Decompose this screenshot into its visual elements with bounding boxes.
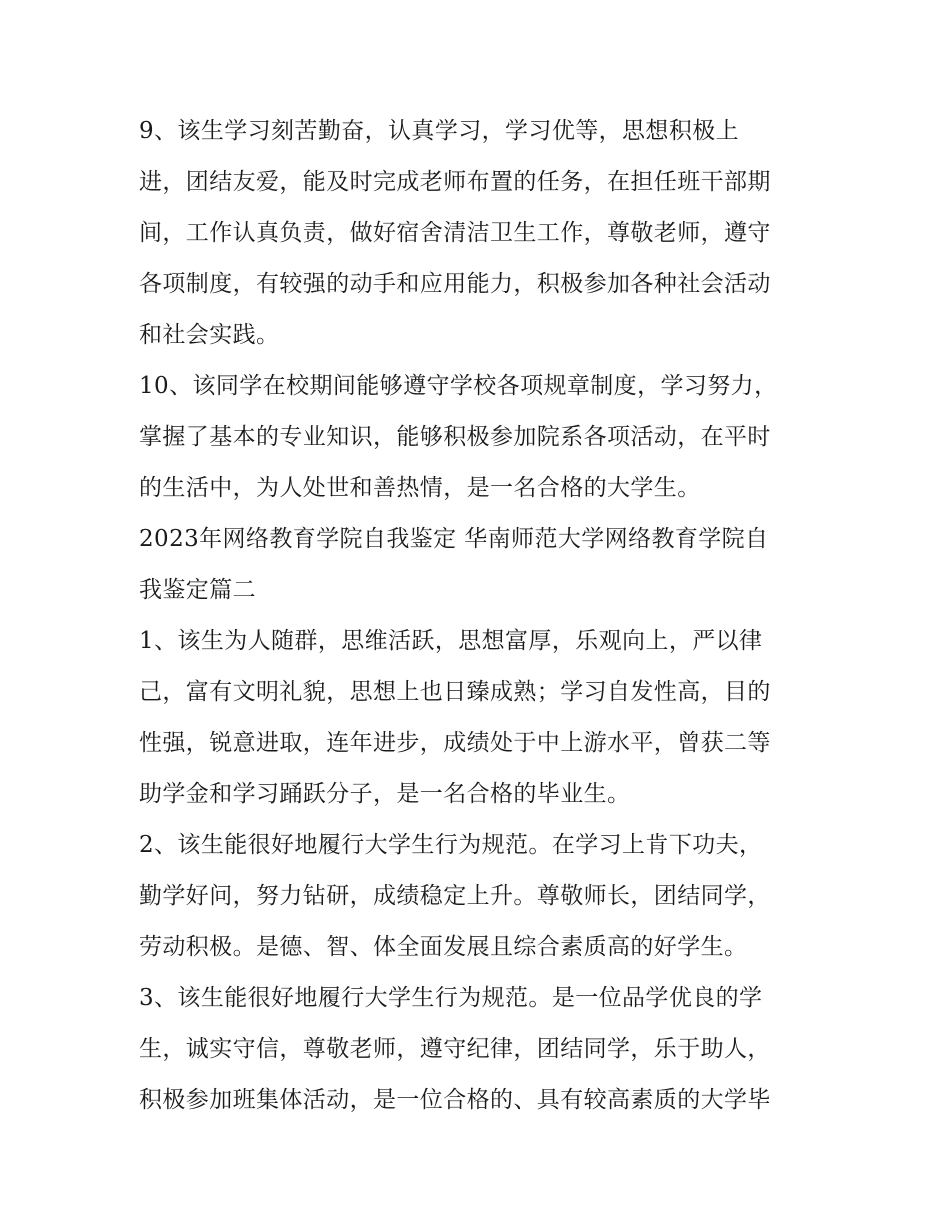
paragraph-item-2	[139, 820, 819, 973]
text-line: 己，富有文明礼貌，思想上也日臻成熟；学习自发性高，目的	[139, 679, 771, 705]
text-line: 性强，锐意进取，连年进步，成绩处于中上游水平，曾获二等	[139, 730, 771, 756]
section-heading	[139, 514, 819, 616]
text-line: 3、该生能很好地履行大学生行为规范。是一位品学优良的学	[139, 985, 763, 1011]
paragraph-item-1	[139, 616, 819, 820]
text-line: 我鉴定篇二	[139, 577, 256, 603]
document-body	[139, 106, 819, 1126]
text-line: 劳动积极。是德、智、体全面发展且综合素质高的好学生。	[139, 934, 748, 960]
text-line: 10、该同学在校期间能够遵守学校各项规章制度，学习努力，	[139, 373, 778, 399]
text-line: 积极参加班集体活动，是一位合格的、具有较高素质的大学毕	[139, 1087, 771, 1113]
text-line: 2023年网络教育学院自我鉴定 华南师范大学网络教育学院自	[139, 526, 769, 552]
text-line: 助学金和学习踊跃分子，是一名合格的毕业生。	[139, 781, 631, 807]
text-line: 9、该生学习刻苦勤奋，认真学习，学习优等，思想积极上	[139, 118, 740, 144]
text-line: 生，诚实守信，尊敬老师，遵守纪律，团结同学，乐于助人，	[139, 1036, 771, 1062]
text-line: 勤学好问，努力钻研，成绩稳定上升。尊敬师长，团结同学，	[139, 883, 771, 909]
text-line: 进，团结友爱，能及时完成老师布置的任务，在担任班干部期	[139, 169, 771, 195]
text-line: 间，工作认真负责，做好宿舍清洁卫生工作，尊敬老师，遵守	[139, 220, 771, 246]
text-line: 和社会实践。	[139, 322, 280, 348]
text-line: 2、该生能很好地履行大学生行为规范。在学习上肯下功夫，	[139, 832, 763, 858]
paragraph-item-10	[139, 361, 819, 514]
paragraph-item-9	[139, 106, 819, 361]
paragraph-item-3	[139, 973, 819, 1126]
text-line: 各项制度，有较强的动手和应用能力，积极参加各种社会活动	[139, 271, 771, 297]
text-line: 的生活中，为人处世和善热情，是一名合格的大学生。	[139, 475, 701, 501]
text-line: 1、该生为人随群，思维活跃，思想富厚，乐观向上，严以律	[139, 628, 763, 654]
text-line: 掌握了基本的专业知识，能够积极参加院系各项活动，在平时	[139, 424, 771, 450]
